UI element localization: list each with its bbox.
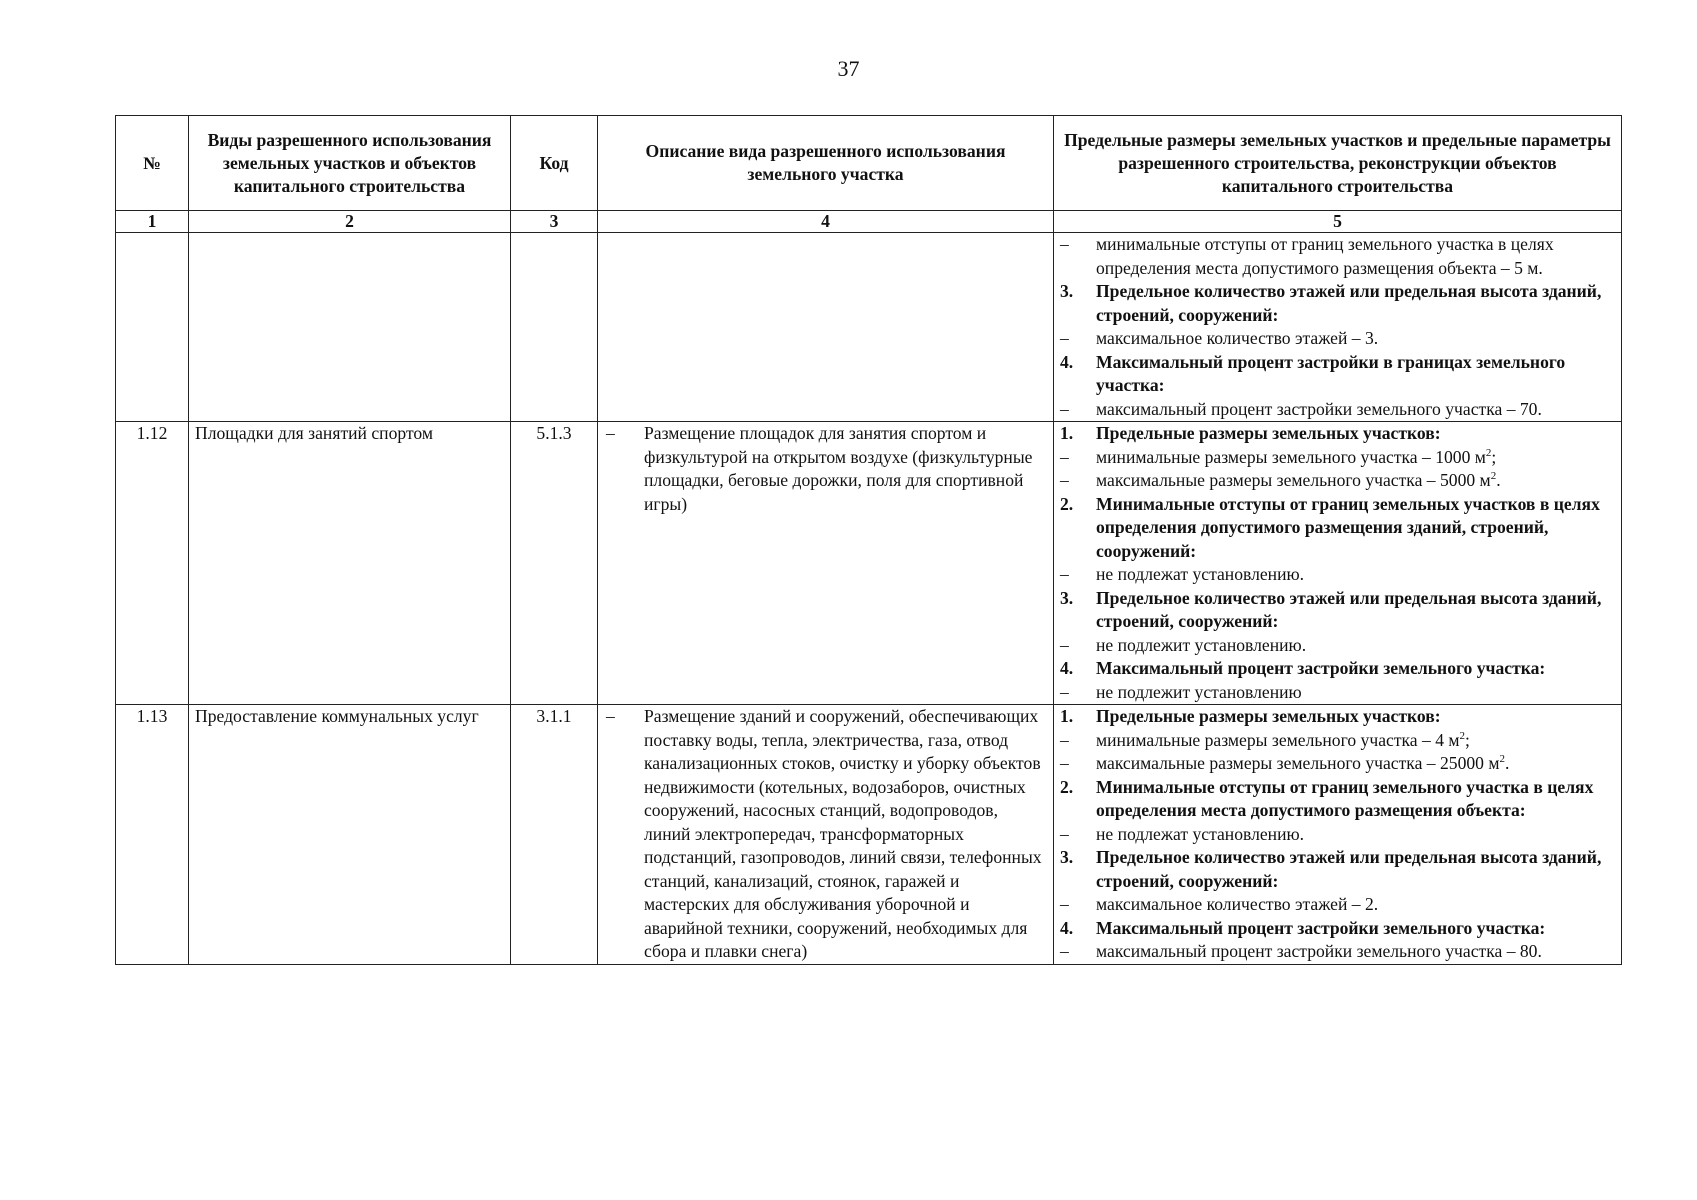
parameters: [1054, 422, 1622, 705]
list-number: 3.: [1060, 281, 1074, 301]
parameter-line: [1060, 940, 1615, 964]
list-number: 4.: [1060, 917, 1074, 938]
parameter-line: [1060, 493, 1615, 564]
dash-marker: –: [1060, 470, 1069, 490]
parameter-line: [1060, 823, 1615, 847]
use-kind: Предоставление коммунальных услуг: [189, 705, 511, 965]
dash-marker: –: [1060, 446, 1069, 467]
parameter-value: [1096, 233, 1615, 280]
row-number: [116, 233, 189, 422]
dash-marker: –: [1060, 328, 1069, 348]
use-code: 3.1.1: [511, 705, 598, 965]
dash-marker: –: [1060, 729, 1069, 750]
punctuation: .: [1505, 753, 1510, 773]
parameter-value: [1096, 469, 1615, 493]
parameter-heading: [1096, 493, 1615, 564]
description-text: Размещение площадок для занятия спортом и физкультурой на открытом воздухе (физкультурные площадки, беговые дорожки, поля для спортивной игры): [644, 423, 1033, 514]
parameter-heading: [1096, 587, 1615, 634]
use-code: [511, 233, 598, 422]
parameter-text: максимальный процент застройки земельного участка – 80.: [1096, 941, 1542, 961]
parameter-line: [1060, 422, 1615, 446]
list-number: 1.: [1060, 706, 1074, 726]
use-code: 5.1.3: [511, 422, 598, 705]
parameter-text: Максимальный процент застройки земельного участка:: [1096, 917, 1546, 938]
parameter-text: Предельные размеры земельных участков:: [1096, 706, 1441, 726]
punctuation: .: [1496, 470, 1501, 490]
parameter-text: не подлежит установлению.: [1096, 634, 1307, 655]
parameter-text: Предельное количество этажей или предельная высота зданий, строений, сооружений:: [1096, 281, 1602, 325]
list-number: 4.: [1060, 351, 1074, 372]
dash-marker: –: [1060, 398, 1069, 419]
table-row: [116, 705, 1622, 965]
dash-marker: –: [606, 706, 615, 726]
superscript: 2: [1459, 729, 1466, 742]
parameter-line: [1060, 634, 1615, 658]
superscript: 2: [1490, 470, 1497, 483]
parameter-line: [1060, 705, 1615, 729]
dash-marker: –: [1060, 894, 1069, 914]
parameter-value: [1096, 634, 1615, 658]
parameter-line: [1060, 280, 1615, 327]
row-number: 1.12: [116, 422, 189, 705]
parameter-text: максимальный процент застройки земельного участка – 70.: [1096, 398, 1542, 419]
parameter-heading: [1096, 705, 1615, 729]
superscript: 2: [1485, 446, 1492, 459]
parameter-text: максимальные размеры земельного участка – 25000 м: [1096, 753, 1500, 773]
parameter-text: минимальные отступы от границ земельного участка в целях определения места допустимого размещения объекта – 5 м.: [1096, 234, 1554, 278]
header-row: [116, 116, 1622, 211]
parameter-text: Предельное количество этажей или предельная высота зданий, строений, сооружений:: [1096, 587, 1602, 631]
list-number: 3.: [1060, 847, 1074, 867]
parameter-heading: [1096, 776, 1615, 823]
parameter-heading: [1096, 422, 1615, 446]
parameter-value: [1096, 752, 1615, 776]
dash-marker: –: [1060, 941, 1069, 961]
parameter-text: Предельное количество этажей или предельная высота зданий, строений, сооружений:: [1096, 847, 1602, 891]
use-description: [598, 233, 1054, 422]
parameter-text: минимальные размеры земельного участка – 4 м: [1096, 729, 1460, 750]
parameter-text: максимальное количество этажей – 2.: [1096, 894, 1379, 914]
column-number: 3: [511, 211, 598, 233]
list-number: 4.: [1060, 658, 1074, 678]
use-kind: [189, 233, 511, 422]
description-text: Размещение зданий и сооружений, обеспечивающих поставку воды, тепла, электричества, газа, отвод канализационных стоков, очистку и уборку объектов недвижимости (котельных, водозаборов, очистных сооружений, насосных станций, водопроводов, линий электропередач, трансформаторных подстанций, газопроводов, линий связи, телефонных станций, канализаций, стоянок, гаражей и мастерских для обслуживания уборочной и аварийной техники, сооружений, необходимых для сбора и плавки снега): [644, 706, 1042, 961]
parameter-line: [1060, 681, 1615, 705]
column-number: 2: [189, 211, 511, 233]
parameter-line: [1060, 776, 1615, 823]
parameter-text: Минимальные отступы от границ земельного участка в целях определения места допустимого размещения объекта:: [1096, 776, 1594, 820]
parameter-line: [1060, 469, 1615, 493]
parameter-heading: [1096, 846, 1615, 893]
parameter-line: [1060, 233, 1615, 280]
table-row: [116, 233, 1622, 422]
parameter-text: не подлежат установлению.: [1096, 823, 1305, 844]
parameters: [1054, 705, 1622, 965]
parameter-line: [1060, 327, 1615, 351]
parameter-text: не подлежат установлению.: [1096, 564, 1305, 584]
dash-marker: –: [1060, 823, 1069, 844]
dash-marker: –: [1060, 681, 1069, 702]
dash-marker: –: [1060, 564, 1069, 584]
parameter-text: Минимальные отступы от границ земельных участков в целях определения допустимого размещения зданий, строений, сооружений:: [1096, 493, 1600, 561]
land-use-table: [115, 115, 1622, 965]
parameter-text: максимальное количество этажей – 3.: [1096, 328, 1379, 348]
header-number: №: [116, 116, 189, 211]
parameter-line: [1060, 657, 1615, 681]
parameter-value: [1096, 327, 1615, 351]
parameter-value: [1096, 893, 1615, 917]
header-use-kind: Виды разрешенного использования земельных участков и объектов капитального строительства: [189, 116, 511, 211]
parameter-line: [1060, 846, 1615, 893]
column-number: 1: [116, 211, 189, 233]
use-description: [598, 705, 1054, 965]
parameter-value: [1096, 940, 1615, 964]
parameter-text: Предельные размеры земельных участков:: [1096, 423, 1441, 443]
list-number: 3.: [1060, 587, 1074, 608]
column-number-row: [116, 211, 1622, 233]
parameter-heading: [1096, 351, 1615, 398]
parameter-text: Максимальный процент застройки в границах земельного участка:: [1096, 351, 1566, 395]
list-number: 2.: [1060, 493, 1074, 514]
punctuation: ;: [1491, 446, 1497, 467]
parameter-line: [1060, 563, 1615, 587]
parameter-line: [1060, 351, 1615, 398]
use-description: [598, 422, 1054, 705]
parameter-value: [1096, 563, 1615, 587]
list-number: 2.: [1060, 776, 1074, 797]
use-kind: Площадки для занятий спортом: [189, 422, 511, 705]
page-number: 37: [837, 56, 860, 81]
header-code: Код: [511, 116, 598, 211]
header-description: Описание вида разрешенного использования земельного участка: [598, 116, 1054, 211]
superscript: 2: [1499, 753, 1505, 766]
parameter-text: максимальные размеры земельного участка – 5000 м: [1096, 470, 1491, 490]
parameters: [1054, 233, 1622, 422]
parameter-line: [1060, 446, 1615, 470]
column-number: 4: [598, 211, 1054, 233]
parameter-heading: [1096, 280, 1615, 327]
parameter-value: [1096, 729, 1615, 753]
parameter-line: [1060, 729, 1615, 753]
parameter-line: [1060, 587, 1615, 634]
parameter-line: [1060, 398, 1615, 422]
parameter-text: не подлежит установлению: [1096, 681, 1302, 702]
parameter-line: [1060, 917, 1615, 941]
punctuation: ;: [1465, 729, 1470, 750]
parameter-heading: [1096, 917, 1615, 941]
header-parameters: Предельные размеры земельных участков и предельные параметры разрешенного строительства, реконструкции объектов капитального строительства: [1054, 116, 1622, 211]
list-number: 1.: [1060, 423, 1074, 443]
parameter-text: Максимальный процент застройки земельного участка:: [1096, 658, 1546, 678]
row-number: 1.13: [116, 705, 189, 965]
dash-marker: –: [1060, 634, 1069, 655]
column-number: 5: [1054, 211, 1622, 233]
parameter-line: [1060, 752, 1615, 776]
parameter-value: [1096, 446, 1615, 470]
dash-marker: –: [606, 423, 615, 443]
table-row: [116, 422, 1622, 705]
parameter-value: [1096, 398, 1615, 422]
dash-marker: –: [1060, 753, 1069, 773]
parameter-heading: [1096, 657, 1615, 681]
parameter-line: [1060, 893, 1615, 917]
parameter-value: [1096, 823, 1615, 847]
parameter-text: минимальные размеры земельного участка – 1000 м: [1096, 446, 1486, 467]
dash-marker: –: [1060, 234, 1069, 254]
parameter-value: [1096, 681, 1615, 705]
